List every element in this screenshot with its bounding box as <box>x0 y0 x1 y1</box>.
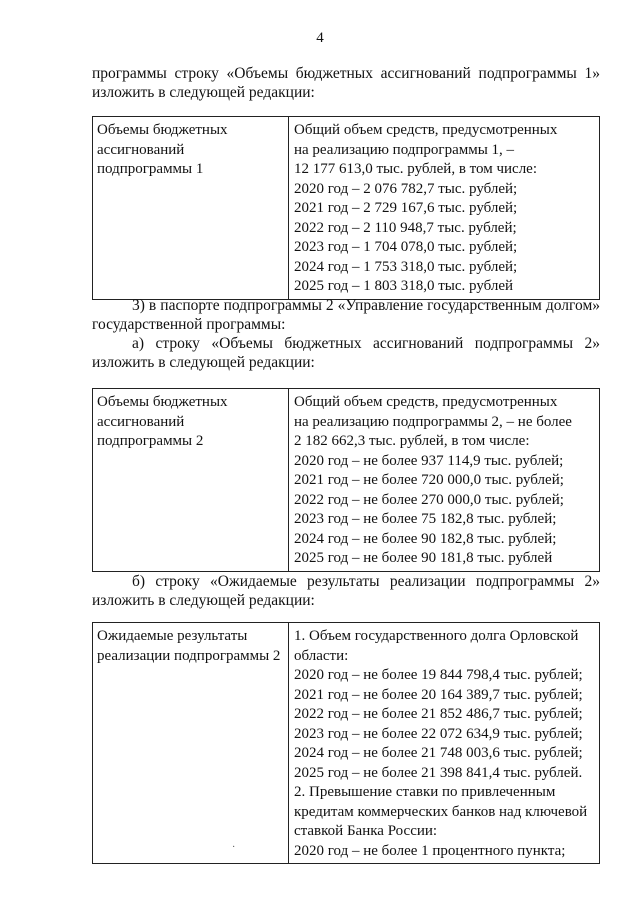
cell-line: 2022 год – 2 110 948,7 тыс. рублей; <box>294 219 517 236</box>
text-line: изложить в следующей редакции: <box>92 354 315 371</box>
cell-line: 2020 год – не более 1 процентного пункта; <box>294 842 566 859</box>
cell-line: 2020 год – не более 937 114,9 тыс. рублей; <box>294 452 564 469</box>
text-line: а) строку «Объемы бюджетных ассигнований подпрограммы 2» <box>132 335 600 352</box>
cell-line: подпрограммы 2 <box>97 433 204 449</box>
cell-line: ассигнований <box>97 141 185 158</box>
cell-line: 2022 год – не более 21 852 486,7 тыс. рублей; <box>294 706 583 722</box>
table-label-cell <box>93 389 289 572</box>
table-label-cell <box>93 623 289 864</box>
cell-line: 2020 год – не более 19 844 798,4 тыс. рублей; <box>294 667 583 683</box>
text-line: 3) в паспорте подпрограммы 2 «Управление государственным долгом» <box>132 297 600 314</box>
cell-line: 2021 год – не более 20 164 389,7 тыс. рублей; <box>294 686 583 703</box>
cell-line: Объемы бюджетных <box>97 394 228 410</box>
cell-line: ассигнований <box>97 413 185 430</box>
budget-table-subprogram-1 <box>92 116 600 300</box>
cell-line: 2025 год – 1 803 318,0 тыс. рублей <box>294 278 514 294</box>
cell-line: 2024 год – не более 21 748 003,6 тыс. рублей; <box>294 745 583 761</box>
table-value-cell <box>289 117 600 300</box>
expected-results-table <box>92 622 600 864</box>
table-value-cell <box>289 623 600 864</box>
intro-paragraph <box>92 64 600 102</box>
cell-line: Общий объем средств, предусмотренных <box>294 394 558 410</box>
scan-speck: · <box>232 842 236 853</box>
cell-line: 2025 год – не более 90 181,8 тыс. рублей <box>294 550 553 566</box>
text-line: изложить в следующей редакции: <box>92 592 315 609</box>
cell-line: 2021 год – 2 729 167,6 тыс. рублей; <box>294 200 518 216</box>
paragraph-b <box>92 572 600 610</box>
text-line: программы строку «Объемы бюджетных ассигнований подпрограммы 1» <box>92 65 600 82</box>
paragraph-3 <box>92 296 600 372</box>
cell-line: Ожидаемые результаты <box>97 628 248 644</box>
cell-line: 2020 год – 2 076 782,7 тыс. рублей; <box>294 180 518 197</box>
cell-line: на реализацию подпрограммы 2, – не более <box>294 413 572 430</box>
table-label-cell <box>93 117 289 300</box>
page-number: 4 <box>316 30 324 46</box>
cell-line: на реализацию подпрограммы 1, – <box>294 141 515 158</box>
cell-line: 2022 год – не более 270 000,0 тыс. рублей; <box>294 491 564 508</box>
text-line: государственной программы: <box>92 316 286 333</box>
cell-line: 2. Превышение ставки по привлеченным <box>294 784 556 800</box>
cell-line: Общий объем средств, предусмотренных <box>294 122 558 138</box>
table-value-cell <box>289 389 600 572</box>
cell-line: ставкой Банка России: <box>294 823 438 839</box>
cell-line: 2025 год – не более 21 398 841,4 тыс. рублей. <box>294 764 583 781</box>
text-line: б) строку «Ожидаемые результаты реализации подпрограммы 2» <box>132 573 600 590</box>
cell-line: 2023 год – 1 704 078,0 тыс. рублей; <box>294 239 518 255</box>
cell-line: 2021 год – не более 720 000,0 тыс. рублей; <box>294 472 564 488</box>
cell-line: Объемы бюджетных <box>97 122 228 138</box>
cell-line: подпрограммы 1 <box>97 161 204 177</box>
cell-line: 2024 год – не более 90 182,8 тыс. рублей; <box>294 530 557 547</box>
cell-line: реализации подпрограммы 2 <box>97 647 281 664</box>
cell-line: 2 182 662,3 тыс. рублей, в том числе: <box>294 433 530 449</box>
cell-line: кредитам коммерческих банков над ключевой <box>294 803 588 820</box>
budget-table-subprogram-2 <box>92 388 600 572</box>
cell-line: 12 177 613,0 тыс. рублей, в том числе: <box>294 161 538 177</box>
cell-line: области: <box>294 647 349 664</box>
cell-line: 1. Объем государственного долга Орловской <box>294 628 579 644</box>
text-line: изложить в следующей редакции: <box>92 84 315 101</box>
cell-line: 2024 год – 1 753 318,0 тыс. рублей; <box>294 258 518 275</box>
cell-line: 2023 год – не более 75 182,8 тыс. рублей; <box>294 511 557 527</box>
cell-line: 2023 год – не более 22 072 634,9 тыс. рублей; <box>294 725 583 742</box>
